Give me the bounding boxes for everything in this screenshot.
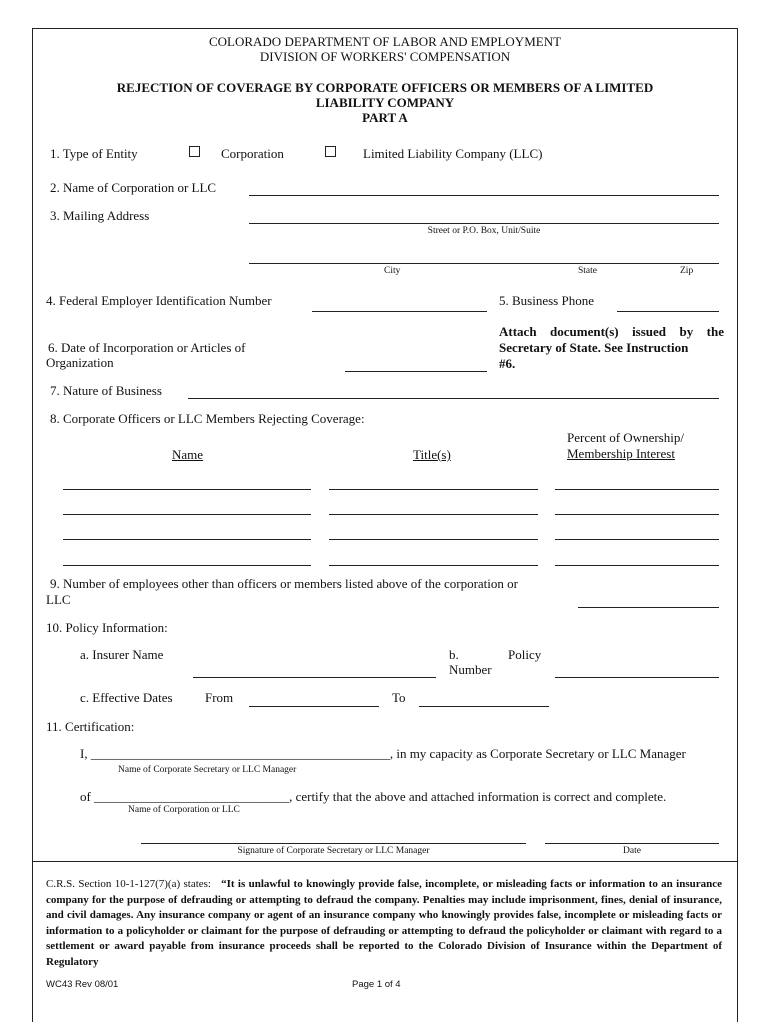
date-caption: Date	[623, 846, 641, 856]
state-caption: State	[578, 266, 597, 276]
name-label: 2. Name of Corporation or LLC	[50, 180, 217, 195]
cert-name-caption: Name of Corporate Secretary or LLC Manager	[118, 765, 297, 775]
name-field[interactable]	[249, 195, 719, 196]
officer-name-field[interactable]	[63, 539, 311, 540]
fein-label: 4. Federal Employer Identification Number	[46, 293, 272, 308]
form-part: PART A	[362, 110, 408, 125]
to-date-field[interactable]	[419, 706, 549, 707]
street-caption: Street or P.O. Box, Unit/Suite	[427, 226, 541, 236]
form-id: WC43 Rev 08/01	[46, 979, 119, 990]
col-name: Name	[172, 447, 204, 462]
to-label: To	[392, 690, 406, 705]
officer-title-field[interactable]	[329, 489, 538, 490]
llc-checkbox[interactable]	[325, 146, 336, 157]
employees-field[interactable]	[578, 607, 719, 608]
form-frame	[32, 28, 738, 1022]
policy-label: 10. Policy Information:	[46, 620, 168, 635]
cert-i-line: I, ______________________________________________, in my capacity as Corporate Secretary or LLC Manager	[80, 746, 686, 761]
officer-title-field[interactable]	[329, 514, 538, 515]
section-divider	[32, 861, 738, 862]
col-title: Title(s)	[413, 447, 451, 462]
incorp-label-line2: Organization	[46, 355, 114, 370]
statute-text	[46, 877, 722, 970]
city-caption: City	[384, 266, 401, 276]
statute-prefix: C.R.S. Section 10-1-127(7)(a) states:	[46, 878, 211, 890]
officer-percent-field[interactable]	[555, 514, 719, 515]
policy-number-field[interactable]	[555, 677, 719, 678]
officer-title-field[interactable]	[329, 565, 538, 566]
phone-field[interactable]	[617, 311, 719, 312]
fein-field[interactable]	[312, 311, 487, 312]
signature-field[interactable]	[141, 843, 526, 844]
division-name: DIVISION OF WORKERS' COMPENSATION	[259, 49, 511, 64]
entity-type-label: 1. Type of Entity	[50, 146, 138, 161]
cert-corp-caption: Name of Corporation or LLC	[128, 805, 240, 815]
employees-label-line1: 9. Number of employees other than officers or members listed above of the corporation or	[50, 576, 518, 591]
page-number: Page 1 of 4	[352, 979, 401, 990]
policy-number-b: b.	[449, 647, 459, 662]
street-field[interactable]	[249, 223, 719, 224]
attach-note-line3: #6.	[499, 356, 516, 371]
statute-body: “It is unlawful to knowingly provide false, incomplete, or misleading facts or information to an insurance company for the purpose of defrauding or attempting to defraud the company. Penalties may include imprisonment, fines, denial of insurance, and civil damages. Any insurance company or agent of an insurance company who knowingly provides false, incomplete or misleading facts or information to a policyholder or claimant for the purpose of defrauding or attempting to defraud the policyholder or claimant with regard to a settlement or award payable from insurance proceeds shall be reported to the Colorado Division of Insurance within the Department of Regulatory	[46, 878, 722, 968]
zip-caption: Zip	[680, 266, 694, 276]
cert-of-line: of ______________________________, certify that the above and attached information is correct and complete.	[80, 789, 667, 804]
city-state-zip-field[interactable]	[249, 263, 719, 264]
form-title-line1: REJECTION OF COVERAGE BY CORPORATE OFFICERS OR MEMBERS OF A LIMITED	[116, 80, 654, 95]
corporation-checkbox[interactable]	[189, 146, 200, 157]
address-label: 3. Mailing Address	[50, 208, 150, 223]
incorp-date-field[interactable]	[345, 371, 487, 372]
cert-label: 11. Certification:	[46, 719, 135, 734]
form-title-line2: LIABILITY COMPANY	[315, 95, 455, 110]
corporation-label: Corporation	[221, 146, 284, 161]
policy-number-number: Number	[449, 662, 492, 677]
officer-name-field[interactable]	[63, 565, 311, 566]
col-percent-line2: Membership Interest	[567, 446, 675, 461]
nature-field[interactable]	[188, 398, 719, 399]
signature-caption: Signature of Corporate Secretary or LLC Manager	[237, 846, 430, 856]
insurer-label: a. Insurer Name	[80, 647, 164, 662]
attach-note-line2: Secretary of State. See Instruction	[499, 340, 689, 355]
effective-label: c. Effective Dates	[80, 690, 173, 705]
officer-percent-field[interactable]	[555, 565, 719, 566]
nature-label: 7. Nature of Business	[50, 383, 162, 398]
from-date-field[interactable]	[249, 706, 379, 707]
officer-percent-field[interactable]	[555, 539, 719, 540]
officers-label: 8. Corporate Officers or LLC Members Rejecting Coverage:	[50, 411, 365, 426]
employees-label-line2: LLC	[46, 592, 71, 607]
officer-name-field[interactable]	[63, 514, 311, 515]
officer-percent-field[interactable]	[555, 489, 719, 490]
policy-number-policy: Policy	[508, 647, 542, 662]
officer-name-field[interactable]	[63, 489, 311, 490]
llc-label: Limited Liability Company (LLC)	[363, 146, 543, 161]
incorp-label-line1: 6. Date of Incorporation or Articles of	[48, 340, 246, 355]
date-field[interactable]	[545, 843, 719, 844]
from-label: From	[205, 690, 234, 705]
phone-label: 5. Business Phone	[499, 293, 594, 308]
insurer-field[interactable]	[193, 677, 436, 678]
agency-name: COLORADO DEPARTMENT OF LABOR AND EMPLOYMENT	[208, 34, 562, 49]
col-percent-line1: Percent of Ownership/	[567, 430, 684, 445]
attach-note-line1: Attach document(s) issued by the	[499, 324, 724, 339]
officer-title-field[interactable]	[329, 539, 538, 540]
